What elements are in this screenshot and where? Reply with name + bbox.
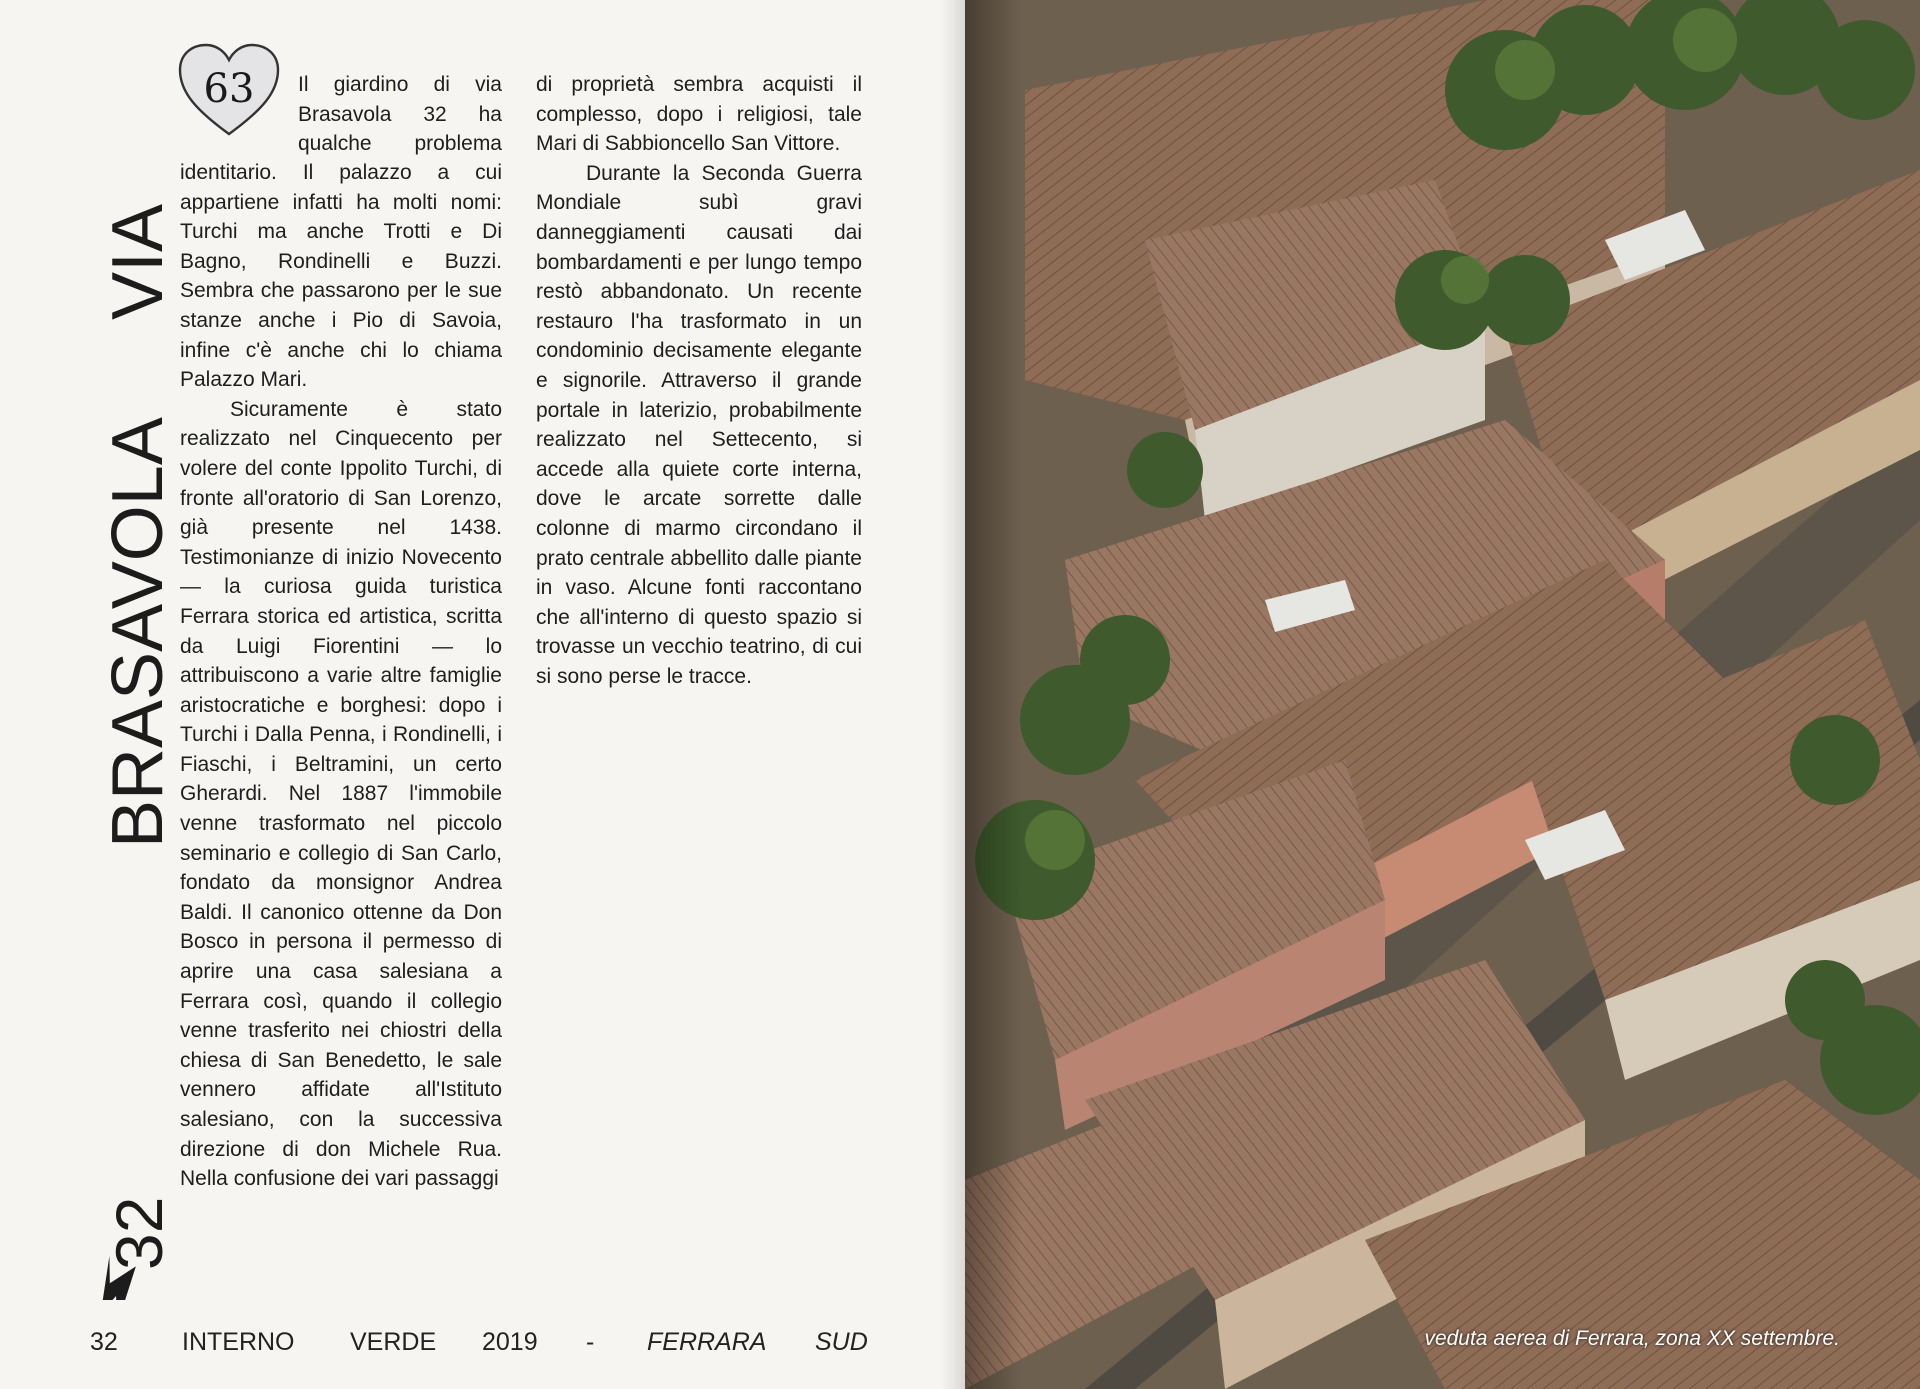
vertical-title-street: BRASAVOLA — [98, 417, 178, 848]
vertical-title-number: 32 — [102, 1196, 176, 1270]
footer-word-interno: INTERNO — [182, 1328, 295, 1356]
aerial-photo — [965, 0, 1920, 1389]
column-2-paragraph-2: Durante la Seconda Guerra Mondiale subì gravi danneggiamenti causati dai bombardamenti e per lungo tempo restò abbandonato. Un recente restauro l'ha trasformato in un condominio decisamente elegante e signorile. Attraverso il grande portale in laterizio, probabilmente realizzato nel Settecento, si accede alla quiete corte interna, dove le arcate sorrette dalle colonne di marmo circondano il prato centrale abbellito dalle piante in vaso. Alcune fonti raccontano che all'interno di questo spazio si trovasse un vecchio teatrino, di cui si sono perse le tracce. — [536, 161, 862, 688]
heart-badge-number: 63 — [203, 66, 255, 112]
footer-city: FERRARA — [647, 1328, 767, 1356]
column-1 — [180, 158, 502, 1194]
footer-dash: - — [586, 1328, 595, 1356]
vertical-title-prefix: VIA — [98, 203, 178, 320]
intro-line-2: Brasavola 32 ha — [298, 102, 502, 126]
column-1-paragraph-1: identitario. Il palazzo a cui appartiene infatti ha molti nomi: Turchi ma anche Trotti e Di Bagno, Rondinelli e Buzzi. Sembra che passarono per le sue stanze anche i Pio di Savoia, infine c'è anche chi lo chiama Palazzo Mari. — [180, 161, 502, 392]
footer-year: 2019 — [482, 1328, 538, 1356]
photo-caption: veduta aerea di Ferrara, zona XX settembre. — [1424, 1327, 1840, 1350]
footer-zone: SUD — [815, 1328, 868, 1356]
page-footer — [0, 1328, 900, 1368]
intro-line-3: qualche problema — [298, 132, 502, 156]
vertical-title — [60, 40, 180, 1300]
footer-page-number: 32 — [90, 1328, 118, 1356]
column-2-paragraph-1: di proprietà sembra acquisti il complesso, dopo i religiosi, tale Mari di Sabbioncello San Vittore. — [536, 73, 862, 156]
footer-word-verde: VERDE — [350, 1328, 437, 1356]
column-2 — [536, 70, 862, 691]
left-page — [0, 0, 955, 1389]
column-1-intro — [298, 70, 502, 159]
column-1-paragraph-2: Sicuramente è stato realizzato nel Cinquecento per volere del conte Ippolito Turchi, di fronte all'oratorio di San Lorenzo, già presente nel 1438. Testimonianze di inizio Novecento — la curiosa guida turistica Ferrara storica ed artistica, scritta da Luigi Fiorentini — lo attribuiscono a varie altre famiglie aristocratiche e borghesi: dopo i Turchi i Dalla Penna, i Rondinelli, i Fiaschi, i Beltramini, un certo Gherardi. Nel 1887 l'immobile venne trasformato nel piccolo seminario e collegio di San Carlo, fondato da monsignor Andrea Baldi. Il canonico ottenne da Don Bosco in persona il permesso di aprire una casa salesiana a Ferrara così, quando il collegio venne trasferito nei chiostri della chiesa di San Benedetto, le sale vennero affidate all'Istituto salesiano, con la successiva direzione di don Michele Rua. Nella confusione dei vari passaggi — [180, 397, 502, 1191]
intro-line-1: Il giardino di via — [298, 73, 502, 96]
